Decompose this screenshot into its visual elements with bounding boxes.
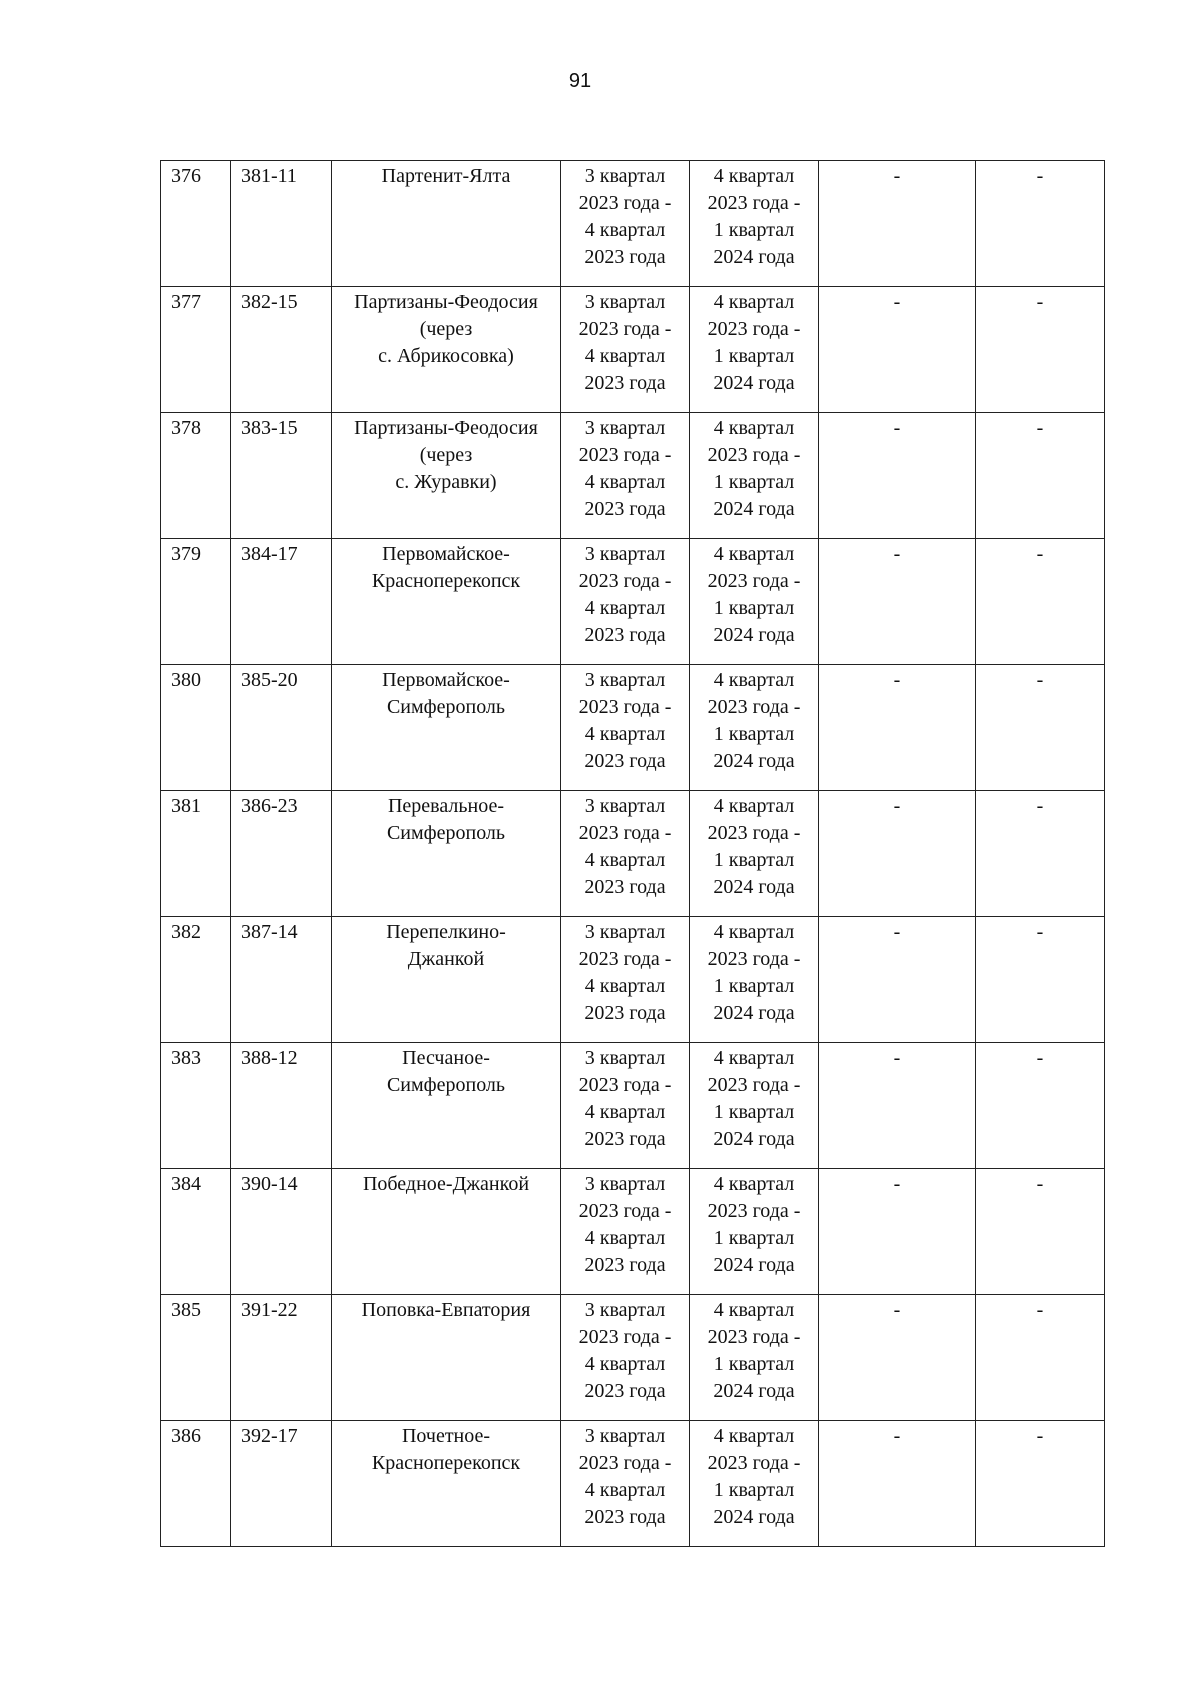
table-row: [161, 1295, 1105, 1421]
empty-value-cell: -: [819, 161, 976, 287]
start-period: 3 квартал 2023 года - 4 квартал 2023 года: [578, 1047, 672, 1150]
start-period: 3 квартал 2023 года - 4 квартал 2023 года: [578, 417, 672, 520]
route-code: 390-14: [231, 1169, 332, 1295]
route-code: 383-15: [231, 413, 332, 539]
end-period: 4 квартал 2023 года - 1 квартал 2024 года: [707, 291, 801, 394]
empty-value-cell: -: [819, 413, 976, 539]
empty-value-cell: -: [976, 1421, 1105, 1547]
start-period: 3 квартал 2023 года - 4 квартал 2023 года: [578, 1299, 672, 1402]
table-row: [161, 1169, 1105, 1295]
route-name: Песчаное- Симферополь: [386, 1047, 506, 1096]
empty-value-cell: -: [819, 287, 976, 413]
route-name: Партизаны-Феодосия (через с. Абрикосовка): [354, 291, 538, 367]
row-number: 384: [161, 1169, 231, 1295]
row-number: 377: [161, 287, 231, 413]
row-number: 386: [161, 1421, 231, 1547]
row-number: 382: [161, 917, 231, 1043]
row-number: 379: [161, 539, 231, 665]
end-period: 4 квартал 2023 года - 1 квартал 2024 года: [707, 1299, 801, 1402]
table-row: [161, 1043, 1105, 1169]
route-code: 386-23: [231, 791, 332, 917]
route-name: Почетное- Красноперекопск: [371, 1425, 521, 1474]
table-row: [161, 161, 1105, 287]
route-code: 388-12: [231, 1043, 332, 1169]
empty-value-cell: -: [976, 791, 1105, 917]
end-period: 4 квартал 2023 года - 1 квартал 2024 года: [707, 165, 801, 268]
empty-value-cell: -: [976, 413, 1105, 539]
route-name: Партизаны-Феодосия (через с. Журавки): [354, 417, 538, 493]
start-period: 3 квартал 2023 года - 4 квартал 2023 года: [578, 669, 672, 772]
empty-value-cell: -: [819, 917, 976, 1043]
start-period: 3 квартал 2023 года - 4 квартал 2023 года: [578, 795, 672, 898]
row-number: 376: [161, 161, 231, 287]
route-table: [160, 160, 1105, 1547]
end-period: 4 квартал 2023 года - 1 квартал 2024 года: [707, 1425, 801, 1528]
start-period: 3 квартал 2023 года - 4 квартал 2023 года: [578, 1425, 672, 1528]
start-period: 3 квартал 2023 года - 4 квартал 2023 года: [578, 1173, 672, 1276]
route-code: 385-20: [231, 665, 332, 791]
row-number: 383: [161, 1043, 231, 1169]
empty-value-cell: -: [976, 539, 1105, 665]
route-code: 382-15: [231, 287, 332, 413]
empty-value-cell: -: [976, 161, 1105, 287]
empty-value-cell: -: [976, 287, 1105, 413]
row-number: 385: [161, 1295, 231, 1421]
route-code: 384-17: [231, 539, 332, 665]
table-row: [161, 413, 1105, 539]
route-name: Поповка-Евпатория: [361, 1299, 531, 1321]
empty-value-cell: -: [976, 1169, 1105, 1295]
start-period: 3 квартал 2023 года - 4 квартал 2023 года: [578, 921, 672, 1024]
end-period: 4 квартал 2023 года - 1 квартал 2024 года: [707, 543, 801, 646]
empty-value-cell: -: [819, 539, 976, 665]
table-row: [161, 287, 1105, 413]
row-number: 381: [161, 791, 231, 917]
end-period: 4 квартал 2023 года - 1 квартал 2024 года: [707, 417, 801, 520]
row-number: 380: [161, 665, 231, 791]
route-name: Перепелкино- Джанкой: [386, 921, 506, 970]
empty-value-cell: -: [819, 1043, 976, 1169]
empty-value-cell: -: [819, 1169, 976, 1295]
page-number: 91: [568, 70, 592, 92]
table-row: [161, 917, 1105, 1043]
empty-value-cell: -: [819, 791, 976, 917]
start-period: 3 квартал 2023 года - 4 квартал 2023 года: [578, 165, 672, 268]
table-row: [161, 539, 1105, 665]
route-name: Перевальное- Симферополь: [386, 795, 506, 844]
route-code: 392-17: [231, 1421, 332, 1547]
empty-value-cell: -: [819, 1295, 976, 1421]
start-period: 3 квартал 2023 года - 4 квартал 2023 года: [578, 543, 672, 646]
table-row: [161, 665, 1105, 791]
end-period: 4 квартал 2023 года - 1 квартал 2024 года: [707, 795, 801, 898]
empty-value-cell: -: [976, 1043, 1105, 1169]
end-period: 4 квартал 2023 года - 1 квартал 2024 года: [707, 921, 801, 1024]
route-name: Партенит-Ялта: [381, 165, 511, 187]
row-number: 378: [161, 413, 231, 539]
end-period: 4 квартал 2023 года - 1 квартал 2024 года: [707, 669, 801, 772]
end-period: 4 квартал 2023 года - 1 квартал 2024 года: [707, 1173, 801, 1276]
end-period: 4 квартал 2023 года - 1 квартал 2024 года: [707, 1047, 801, 1150]
empty-value-cell: -: [819, 1421, 976, 1547]
route-name: Победное-Джанкой: [362, 1173, 530, 1195]
route-name: Первомайское- Симферополь: [382, 669, 510, 718]
table-row: [161, 1421, 1105, 1547]
route-name: Первомайское- Красноперекопск: [371, 543, 521, 592]
route-code: 381-11: [231, 161, 332, 287]
empty-value-cell: -: [976, 1295, 1105, 1421]
route-code: 391-22: [231, 1295, 332, 1421]
route-code: 387-14: [231, 917, 332, 1043]
empty-value-cell: -: [819, 665, 976, 791]
empty-value-cell: -: [976, 665, 1105, 791]
start-period: 3 квартал 2023 года - 4 квартал 2023 года: [578, 291, 672, 394]
empty-value-cell: -: [976, 917, 1105, 1043]
table-row: [161, 791, 1105, 917]
